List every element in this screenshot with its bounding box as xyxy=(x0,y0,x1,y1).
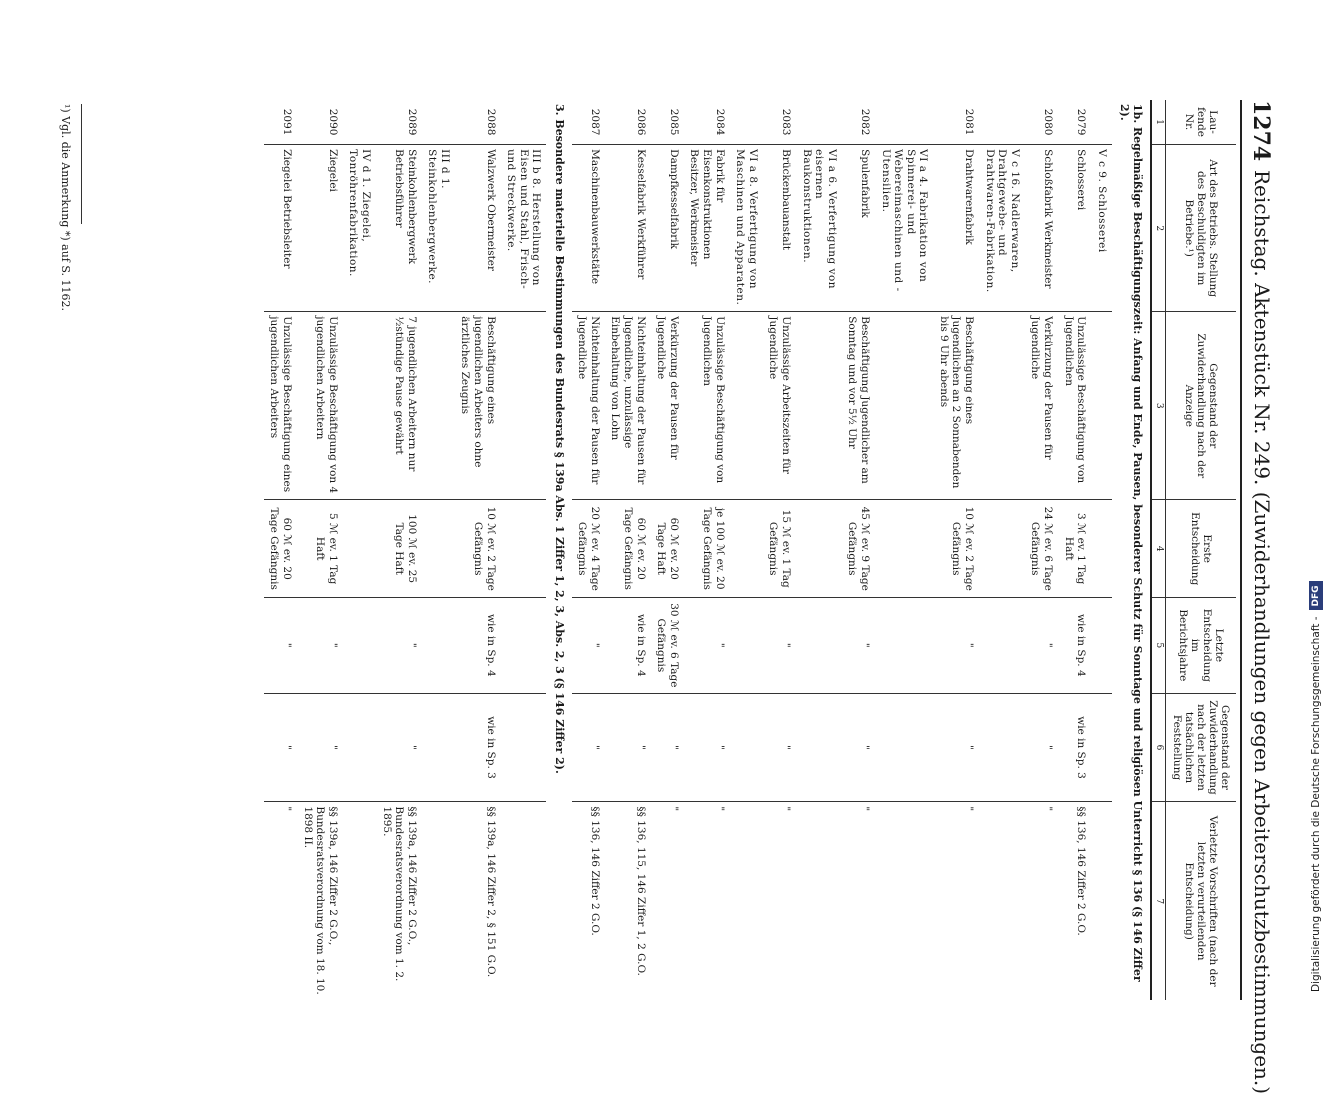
rotated-document xyxy=(0,100,1280,1094)
cell-letzte xyxy=(730,598,763,694)
cell-feststellung: " xyxy=(842,693,875,802)
table-row xyxy=(1058,100,1091,1000)
cell-nr xyxy=(730,100,763,145)
table-header-row xyxy=(1166,100,1237,1000)
cell-nr: 2085 xyxy=(667,108,680,136)
column-header-nr: Lau-fende Nr. xyxy=(1166,100,1237,145)
cell-letzte: " xyxy=(684,598,730,694)
cell-letzte xyxy=(343,598,376,694)
cell-erste xyxy=(343,500,376,598)
cell-erste xyxy=(730,500,763,598)
cell-nr: 2083 xyxy=(779,108,792,136)
table-row xyxy=(763,100,796,1000)
cell-feststellung: " xyxy=(1025,693,1058,802)
cell-feststellung: " xyxy=(684,693,730,802)
cell-gegenstand xyxy=(979,312,1025,500)
section-heading-1b: 1b. Regelmäßige Beschäftigungszeit: Anfang und Ende, Pausen, besonderer Schutz für Sonntage und religiösen Unterricht § 136 (§ 146 Ziffer 2). xyxy=(1118,104,1145,982)
table-row xyxy=(933,100,979,1000)
cell-letzte: " xyxy=(1025,598,1058,694)
table-row xyxy=(842,100,875,1000)
cell-letzte: wie in Sp. 4 xyxy=(1058,598,1091,694)
cell-nr: 2086 xyxy=(634,108,647,136)
cell-letzte: " xyxy=(264,598,297,694)
cell-nr: 2089 xyxy=(405,108,418,136)
cell-vorschriften xyxy=(979,802,1025,1000)
cell-letzte xyxy=(875,598,933,694)
cell-vorschriften xyxy=(875,802,933,1000)
cell-vorschriften: " xyxy=(933,802,979,1000)
cell-art: Walzwerk Obermeister xyxy=(455,145,501,312)
cell-erste xyxy=(875,500,933,598)
column-header-gegenstand: Gegenstand der Zuwiderhandlung nach der Anzeige xyxy=(1166,312,1237,500)
cell-gegenstand xyxy=(1091,312,1112,500)
cell-gegenstand: Unzulässige Beschäftigung von Jugendlichen xyxy=(684,312,730,500)
cell-nr xyxy=(422,100,455,145)
cell-art: III b 8. Herstellung von Eisen und Stahl, Frisch- und Streckwerke. xyxy=(501,145,547,312)
cell-letzte: " xyxy=(933,598,979,694)
cell-letzte xyxy=(1091,598,1112,694)
column-header-vorschriften: Verletzte Vorschriften (nach der letzten verurteilenden Entscheidung) xyxy=(1166,802,1237,1000)
cell-vorschriften xyxy=(343,802,376,1000)
cell-feststellung xyxy=(1091,693,1112,802)
cell-erste xyxy=(796,500,842,598)
funding-sidebar xyxy=(1304,0,1324,1000)
table-subheading-row xyxy=(501,100,547,1000)
table-subheading-row xyxy=(730,100,763,1000)
cell-art: IV d 1. Ziegelei, Tonröhrenfabrikation. xyxy=(343,145,376,312)
cell-gegenstand: Beschäftigung eines Jugendlichen an 2 Sonnabenden bis 9 Uhr abends xyxy=(933,312,979,500)
cell-gegenstand: Verkürzung der Pausen für Jugendliche xyxy=(1025,312,1058,500)
cell-gegenstand: Unzulässige Beschäftigung von Jugendlichen xyxy=(1058,312,1091,500)
cell-erste: 20 ℳ ev. 4 Tage Gefängnis xyxy=(572,500,605,598)
cell-erste xyxy=(1091,500,1112,598)
cell-letzte xyxy=(501,598,547,694)
column-header-feststellung: Gegenstand der Zuwiderhandlung nach der letzten tatsächlichen Feststellung xyxy=(1166,693,1237,802)
table-row xyxy=(651,100,684,1000)
cell-nr: 2079 xyxy=(1075,108,1088,136)
cell-feststellung: " xyxy=(572,693,605,802)
cell-art: Steinkohlenbergwerk Betriebsführer xyxy=(376,145,422,312)
cell-letzte: " xyxy=(842,598,875,694)
cell-erste: 60 ℳ ev. 20 Tage Gefängnis xyxy=(264,500,297,598)
cell-feststellung: wie in Sp. 3 xyxy=(1058,693,1091,802)
cell-vorschriften: §§ 136, 146 Ziffer 2 G.O. xyxy=(572,802,605,1000)
cell-gegenstand: Unzulässige Beschäftigung eines jugendlichen Arbeiters xyxy=(264,312,297,500)
column-number: 4 xyxy=(1151,500,1165,598)
cell-vorschriften: " xyxy=(842,802,875,1000)
cell-vorschriften: " xyxy=(1025,802,1058,1000)
cell-vorschriften: §§ 139a, 146 Ziffer 2 G.O., Bundesratsverordnung vom 18. 10. 1898 II. xyxy=(297,802,343,1000)
column-number: 1 xyxy=(1151,100,1165,145)
cell-art: Ziegelei xyxy=(297,145,343,312)
page-number: 1274 xyxy=(1248,100,1274,162)
cell-feststellung: wie in Sp. 3 xyxy=(455,693,501,802)
table-subheading-row xyxy=(796,100,842,1000)
cell-art: VI a 4. Fabrikation von Spinnerei- und Webereimaschinen und -Utensilien. xyxy=(875,145,933,312)
cell-gegenstand: Beschäftigung eines jugendlichen Arbeiters ohne ärztliches Zeugnis xyxy=(455,312,501,500)
header-rule xyxy=(1240,100,1242,1000)
cell-erste: 100 ℳ ev. 25 Tage Haft xyxy=(376,500,422,598)
table-row xyxy=(684,100,730,1000)
page-title: Reichstag. Aktenstück Nr. 249. (Zuwiderhandlungen gegen Arbeiterschutzbestimmungen.) xyxy=(1250,170,1274,1094)
table-row xyxy=(376,100,422,1000)
cell-nr: 2080 xyxy=(1042,108,1055,136)
cell-feststellung: " xyxy=(264,693,297,802)
cell-letzte: wie in Sp. 4 xyxy=(605,598,651,694)
cell-nr: 2090 xyxy=(326,108,339,136)
cell-art: V c 9. Schlosserei xyxy=(1091,145,1112,312)
cell-gegenstand: Beschäftigung Jugendlicher am Sonntag und vor 5½ Uhr xyxy=(842,312,875,500)
cell-letzte: " xyxy=(376,598,422,694)
cell-art: Schloßfabrik Werkmeister xyxy=(1025,145,1058,312)
table-subheading-row xyxy=(343,100,376,1000)
cell-vorschriften: " xyxy=(684,802,730,1000)
table-row xyxy=(572,100,605,1000)
cell-feststellung: " xyxy=(933,693,979,802)
funding-credit xyxy=(1306,0,1324,1000)
table-subheading-row xyxy=(875,100,933,1000)
cell-art: Fabrik für Eisenkonstruktionen Besitzer, Werkmeister xyxy=(684,145,730,312)
cell-erste: 3 ℳ ev. 1 Tag Haft xyxy=(1058,500,1091,598)
cell-nr: 2082 xyxy=(858,108,871,136)
cell-erste: 45 ℳ ev. 9 Tage Gefängnis xyxy=(842,500,875,598)
violations-table xyxy=(264,100,1236,1000)
cell-vorschriften xyxy=(1091,802,1112,1000)
cell-art: III d 1. Steinkohlenbergwerke. xyxy=(422,145,455,312)
cell-vorschriften xyxy=(501,802,547,1000)
cell-nr: 2091 xyxy=(280,108,293,136)
cell-erste: 60 ℳ ev. 20 Tage Haft xyxy=(651,500,684,598)
cell-art: Schlosserei xyxy=(1058,145,1091,312)
cell-feststellung: " xyxy=(376,693,422,802)
cell-vorschriften: " xyxy=(763,802,796,1000)
cell-feststellung: " xyxy=(605,693,651,802)
cell-gegenstand: Unzulässige Arbeitszeiten für Jugendliche xyxy=(763,312,796,500)
cell-vorschriften: §§ 139a, 146 Ziffer 2 G.O., Bundesratsverordnung vom 1. 2. 1895. xyxy=(376,802,422,1000)
cell-erste: 60 ℳ ev. 20 Tage Gefängnis xyxy=(605,500,651,598)
cell-feststellung xyxy=(875,693,933,802)
table-subheading-row xyxy=(1091,100,1112,1000)
cell-art: VI a 8. Verfertigung von Maschinen und Apparaten. xyxy=(730,145,763,312)
table-subheading-row xyxy=(979,100,1025,1000)
cell-vorschriften xyxy=(730,802,763,1000)
cell-gegenstand xyxy=(422,312,455,500)
cell-nr: 2087 xyxy=(588,108,601,136)
cell-gegenstand xyxy=(501,312,547,500)
column-number-row xyxy=(1151,100,1165,1000)
cell-erste: 10 ℳ ev. 2 Tage Gefängnis xyxy=(455,500,501,598)
cell-nr xyxy=(979,100,1025,145)
column-header-erste: Erste Entscheidung xyxy=(1166,500,1237,598)
cell-vorschriften: §§ 136, 115, 146 Ziffer 1, 2 G.O. xyxy=(605,802,651,1000)
column-header-art: Art des Betriebs. Stellung des Beschuldigten im Betriebe.¹) xyxy=(1166,145,1237,312)
cell-erste xyxy=(979,500,1025,598)
table-row xyxy=(455,100,501,1000)
table-row xyxy=(1025,100,1058,1000)
cell-feststellung xyxy=(730,693,763,802)
cell-letzte: 30 ℳ ev. 6 Tage Gefängnis xyxy=(651,598,684,694)
dfg-logo: DFG xyxy=(1309,581,1323,610)
cell-gegenstand xyxy=(730,312,763,500)
cell-nr xyxy=(796,100,842,145)
cell-feststellung xyxy=(979,693,1025,802)
cell-gegenstand xyxy=(796,312,842,500)
section-heading-row xyxy=(1112,100,1151,1000)
cell-art: Brückenbauanstalt xyxy=(763,145,796,312)
column-number: 5 xyxy=(1151,598,1165,694)
cell-gegenstand xyxy=(875,312,933,500)
cell-art: Drahtwarenfabrik xyxy=(933,145,979,312)
column-number: 6 xyxy=(1151,693,1165,802)
cell-nr xyxy=(1091,100,1112,145)
cell-letzte: " xyxy=(572,598,605,694)
cell-gegenstand: Unzulässige Beschäftigung von 4 jugendlichen Arbeitern xyxy=(297,312,343,500)
cell-erste: 10 ℳ ev. 2 Tage Gefängnis xyxy=(933,500,979,598)
cell-nr: 2084 xyxy=(713,108,726,136)
table-subheading-row xyxy=(422,100,455,1000)
cell-erste xyxy=(422,500,455,598)
cell-feststellung: " xyxy=(763,693,796,802)
cell-nr: 2081 xyxy=(963,108,976,136)
cell-gegenstand: Verkürzung der Pausen für Jugendliche xyxy=(651,312,684,500)
cell-gegenstand: Nichteinhaltung der Pausen für Jugendliche xyxy=(572,312,605,500)
cell-feststellung xyxy=(796,693,842,802)
cell-erste: 15 ℳ ev. 1 Tag Gefängnis xyxy=(763,500,796,598)
funding-text: Digitalisierung gefördert durch die Deutsche Forschungsgemeinschaft - xyxy=(1310,616,1322,992)
cell-art: VI a 6. Verfertigung von eisernen Baukonstruktionen. xyxy=(796,145,842,312)
cell-art: V c 16. Nadlerwaren, Drahtgewebe- und Drahtwaren-Fabrikation. xyxy=(979,145,1025,312)
cell-art: Ziegelei Betriebsleiter xyxy=(264,145,297,312)
cell-letzte xyxy=(796,598,842,694)
cell-vorschriften xyxy=(422,802,455,1000)
page-header xyxy=(1240,100,1280,1094)
cell-letzte: " xyxy=(297,598,343,694)
cell-letzte: wie in Sp. 4 xyxy=(455,598,501,694)
table-row xyxy=(297,100,343,1000)
cell-vorschriften: " xyxy=(264,802,297,1000)
cell-erste: je 100 ℳ ev. 20 Tage Gefängnis xyxy=(684,500,730,598)
table-row xyxy=(264,100,297,1000)
cell-feststellung xyxy=(422,693,455,802)
footnote: ¹) Vgl. die Anmerkung *) auf S. 1162. xyxy=(59,104,72,311)
cell-letzte xyxy=(979,598,1025,694)
cell-erste: 5 ℳ ev. 1 Tag Haft xyxy=(297,500,343,598)
cell-vorschriften: §§ 139a, 146 Ziffer 2, § 151 G.O. xyxy=(455,802,501,1000)
footnote-rule xyxy=(81,104,82,224)
column-header-letzte: Letzte Entscheidung im Berichtsjahre xyxy=(1166,598,1237,694)
table-body xyxy=(264,100,1166,1000)
cell-erste xyxy=(501,500,547,598)
cell-feststellung: " xyxy=(651,693,684,802)
cell-gegenstand xyxy=(343,312,376,500)
cell-art: Dampfkesselfabrik xyxy=(651,145,684,312)
column-number: 2 xyxy=(1151,145,1165,312)
section-heading-row xyxy=(546,100,571,1000)
cell-erste: 24 ℳ ev. 6 Tage Gefängnis xyxy=(1025,500,1058,598)
column-number: 7 xyxy=(1151,802,1165,1000)
cell-feststellung: " xyxy=(297,693,343,802)
cell-art: Maschinenbauwerkstätte xyxy=(572,145,605,312)
cell-art: Kesselfabrik Werkführer xyxy=(605,145,651,312)
cell-vorschriften: §§ 136, 146 Ziffer 2 G.O. xyxy=(1058,802,1091,1000)
section-heading-3: 3. Besondere materielle Bestimmungen des Bundesrats § 139a Abs. 1 Ziffer 1, 2, 3, Abs. 2, 3 (§ 146 Ziffer 2). xyxy=(552,104,566,774)
cell-feststellung xyxy=(343,693,376,802)
cell-vorschriften xyxy=(796,802,842,1000)
cell-gegenstand: 7 jugendlichen Arbeitern nur ½stündige Pause gewährt xyxy=(376,312,422,500)
cell-letzte: " xyxy=(763,598,796,694)
cell-nr: 2088 xyxy=(484,108,497,136)
cell-gegenstand: Nichteinhaltung der Pausen für Jugendliche, unzulässige Einbehaltung von Lohn xyxy=(605,312,651,500)
table-row xyxy=(605,100,651,1000)
column-number: 3 xyxy=(1151,312,1165,500)
cell-vorschriften: " xyxy=(651,802,684,1000)
cell-nr xyxy=(343,100,376,145)
cell-feststellung xyxy=(501,693,547,802)
cell-nr xyxy=(875,100,933,145)
cell-nr xyxy=(501,100,547,145)
cell-art: Spulenfabrik xyxy=(842,145,875,312)
cell-letzte xyxy=(422,598,455,694)
